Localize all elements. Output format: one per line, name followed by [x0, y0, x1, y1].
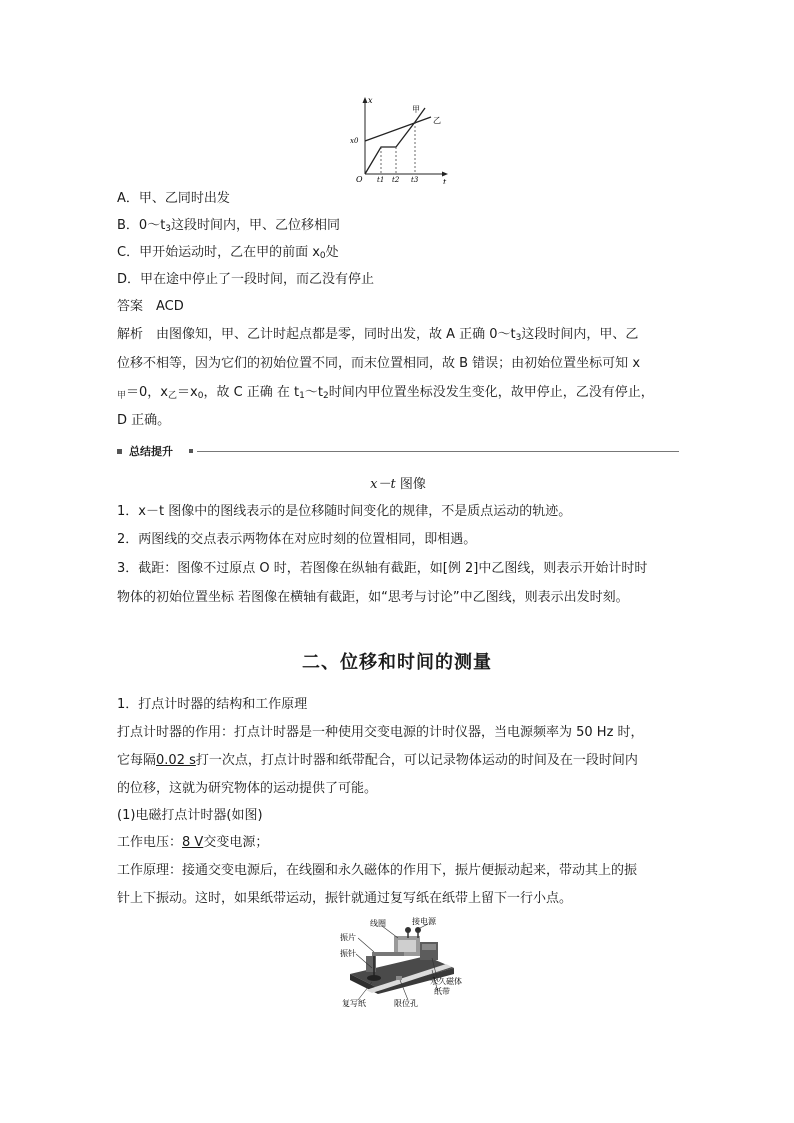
label-carbon: 复写纸: [342, 999, 366, 1008]
summary-label: 总结提升: [129, 445, 173, 458]
jia-label: 甲: [412, 105, 420, 114]
x0-label: x0: [350, 137, 359, 145]
section-para-line-1: 打点计时器的作用：打点计时器是一种使用交变电源的计时仪器，当电源频率为 50 Hz 时，: [117, 725, 644, 740]
option-d: D．甲在途中停止了一段时间，而乙没有停止: [117, 272, 375, 287]
analysis-line-4: D 正确。: [117, 413, 171, 428]
label-tape: 纸带: [434, 987, 450, 996]
summary-point-2: 2．两图线的交点表示两物体在对应时刻的位置相同，即相遇。: [117, 532, 477, 547]
origin-label: O: [356, 175, 363, 184]
analysis-line-2: 位移不相等，因为它们的初始位置不同，而末位置相同，故 B 错误；由初始位置坐标可知 x: [117, 356, 641, 371]
option-c: C．甲开始运动时，乙在甲的前面 $x_0$处: [117, 245, 339, 261]
xt-graph: [345, 94, 455, 184]
section-item-1: 1．打点计时器的结构和工作原理: [117, 697, 308, 712]
answer: 答案 ACD: [117, 299, 184, 314]
axis-t-label: t: [443, 178, 447, 184]
summary-point-1: 1．x－t 图像中的图线表示的是位移随时间变化的规律，不是质点运动的轨迹。: [117, 504, 572, 519]
summary-point-3-line-1: 3．截距：图像不过原点 O 时，若图像在纵轴有截距，如[例 2]中乙图线，则表示开始计时时: [117, 561, 648, 576]
option-b: B．$0\sim t_3$这段时间内，甲、乙位移相同: [117, 218, 341, 234]
axis-x-label: x: [368, 96, 373, 105]
analysis-line-1: 解析 由图像知，甲、乙计时起点都是零，同时出发，故 A 正确 $0\sim t_3$这段时间内，甲、乙: [117, 327, 639, 343]
option-a: A．甲、乙同时出发: [117, 191, 230, 206]
yi-label: 乙: [433, 116, 441, 125]
section-para-line-2: 它每隔0.02 s打一次点，打点计时器和纸带配合，可以记录物体运动的时间及在一段时间内: [117, 753, 638, 768]
t1-label: t1: [377, 176, 385, 184]
t3-label: t3: [411, 176, 419, 184]
label-needle: 振针: [340, 949, 356, 958]
working-principle-line-2: 针上下振动。这时，如果纸带运动，振针就通过复写纸在纸带上留下一行小点。: [117, 891, 573, 906]
t2-label: t2: [392, 176, 400, 184]
section-subhead: (1)电磁打点计时器(如图): [117, 808, 263, 823]
label-limit: 限位孔: [394, 999, 418, 1008]
summary-square-icon-small: [189, 449, 193, 453]
working-voltage: 工作电压：8 V交变电源；: [117, 835, 269, 850]
electromagnetic-timer-illustration: [336, 912, 466, 1010]
section-para-line-3: 的位移，这就为研究物体的运动提供了可能。: [117, 781, 378, 796]
summary-heading: x－t 图像: [370, 477, 426, 492]
analysis-line-3: $_甲$＝0，$x_乙=x_0$，故 C 正确 在 $t_1\sim t_2$时间内甲位置坐标没发生变化，故甲停止，乙没有停止，: [117, 385, 654, 401]
summary-divider: [197, 451, 679, 452]
working-principle-line-1: 工作原理：接通交变电源后，在线圈和永久磁体的作用下，振片便振动起来，带动其上的振: [117, 863, 638, 878]
label-coil: 线圈: [370, 919, 386, 928]
summary-square-icon: [117, 449, 122, 454]
label-power: 接电源: [412, 917, 436, 926]
summary-bar: [117, 444, 679, 460]
section-title: 二、位移和时间的测量: [302, 652, 492, 673]
label-magnet: 永久磁体: [430, 977, 462, 986]
summary-point-3-line-2: 物体的初始位置坐标 若图像在横轴有截距，如“思考与讨论”中乙图线，则表示出发时刻。: [117, 590, 629, 605]
label-plate: 振片: [340, 933, 356, 942]
